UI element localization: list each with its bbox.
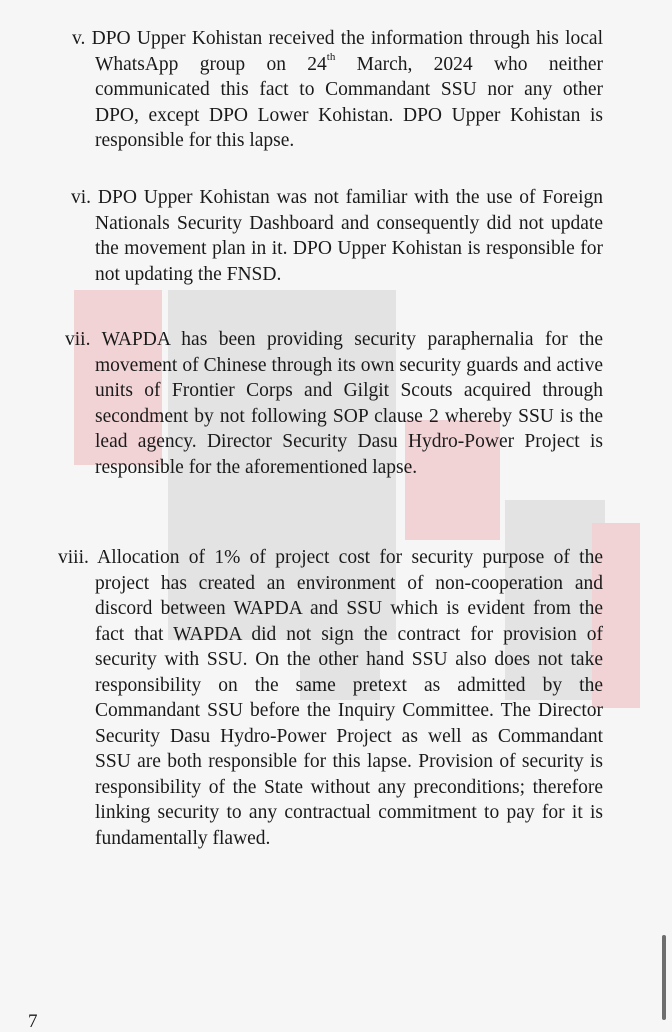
page-number: 7 [28,1011,38,1032]
item-text-part1: DPO Upper Kohistan received the information through his local WhatsApp group on 24 [91,28,603,75]
list-item-vi [71,185,603,287]
item-superscript: th [326,51,336,63]
item-text-part2: March, 2024 who neither communicated this fact to Commandant SSU nor any other DPO, except DPO Lower Kohistan. DPO Upper Kohistan is responsible for this lapse. [95,53,603,151]
item-text: Allocation of 1% of project cost for security purpose of the project has created an environment of non-cooperation and discord between WAPDA and SSU which is evident from the fact that WAPDA did not sign the contract for provision of security with SSU. On the other hand SSU also does not take responsibility on the same pretext as admitted by the Commandant SSU before the Inquiry Committee. The Director Security Dasu Hydro-Power Project as well as Commandant SSU are both responsible for this lapse. Provision of security is responsibility of the State without any preconditions; therefore linking security to any contractual commitment to pay for it is fundamentally flawed. [95,547,603,849]
list-item-viii [58,545,603,851]
item-text: DPO Upper Kohistan was not familiar with the use of Foreign Nationals Security Dashboard and consequently did not update the movement plan in it. DPO Upper Kohistan is responsible for not updating the FNSD. [95,187,603,285]
item-numeral: viii. [58,547,89,568]
item-numeral: vii. [65,329,91,350]
item-text: WAPDA has been providing security paraphernalia for the movement of Chinese through its own security guards and active units of Frontier Corps and Gilgit Scouts acquired through secondment by not following SOP clause 2 whereby SSU is the lead agency. Director Security Dasu Hydro-Power Project is responsible for the aforementioned lapse. [95,329,604,478]
list-item-v [72,26,603,154]
item-numeral: vi. [71,187,92,208]
item-numeral: v. [72,28,86,49]
list-item-vii [65,327,604,480]
